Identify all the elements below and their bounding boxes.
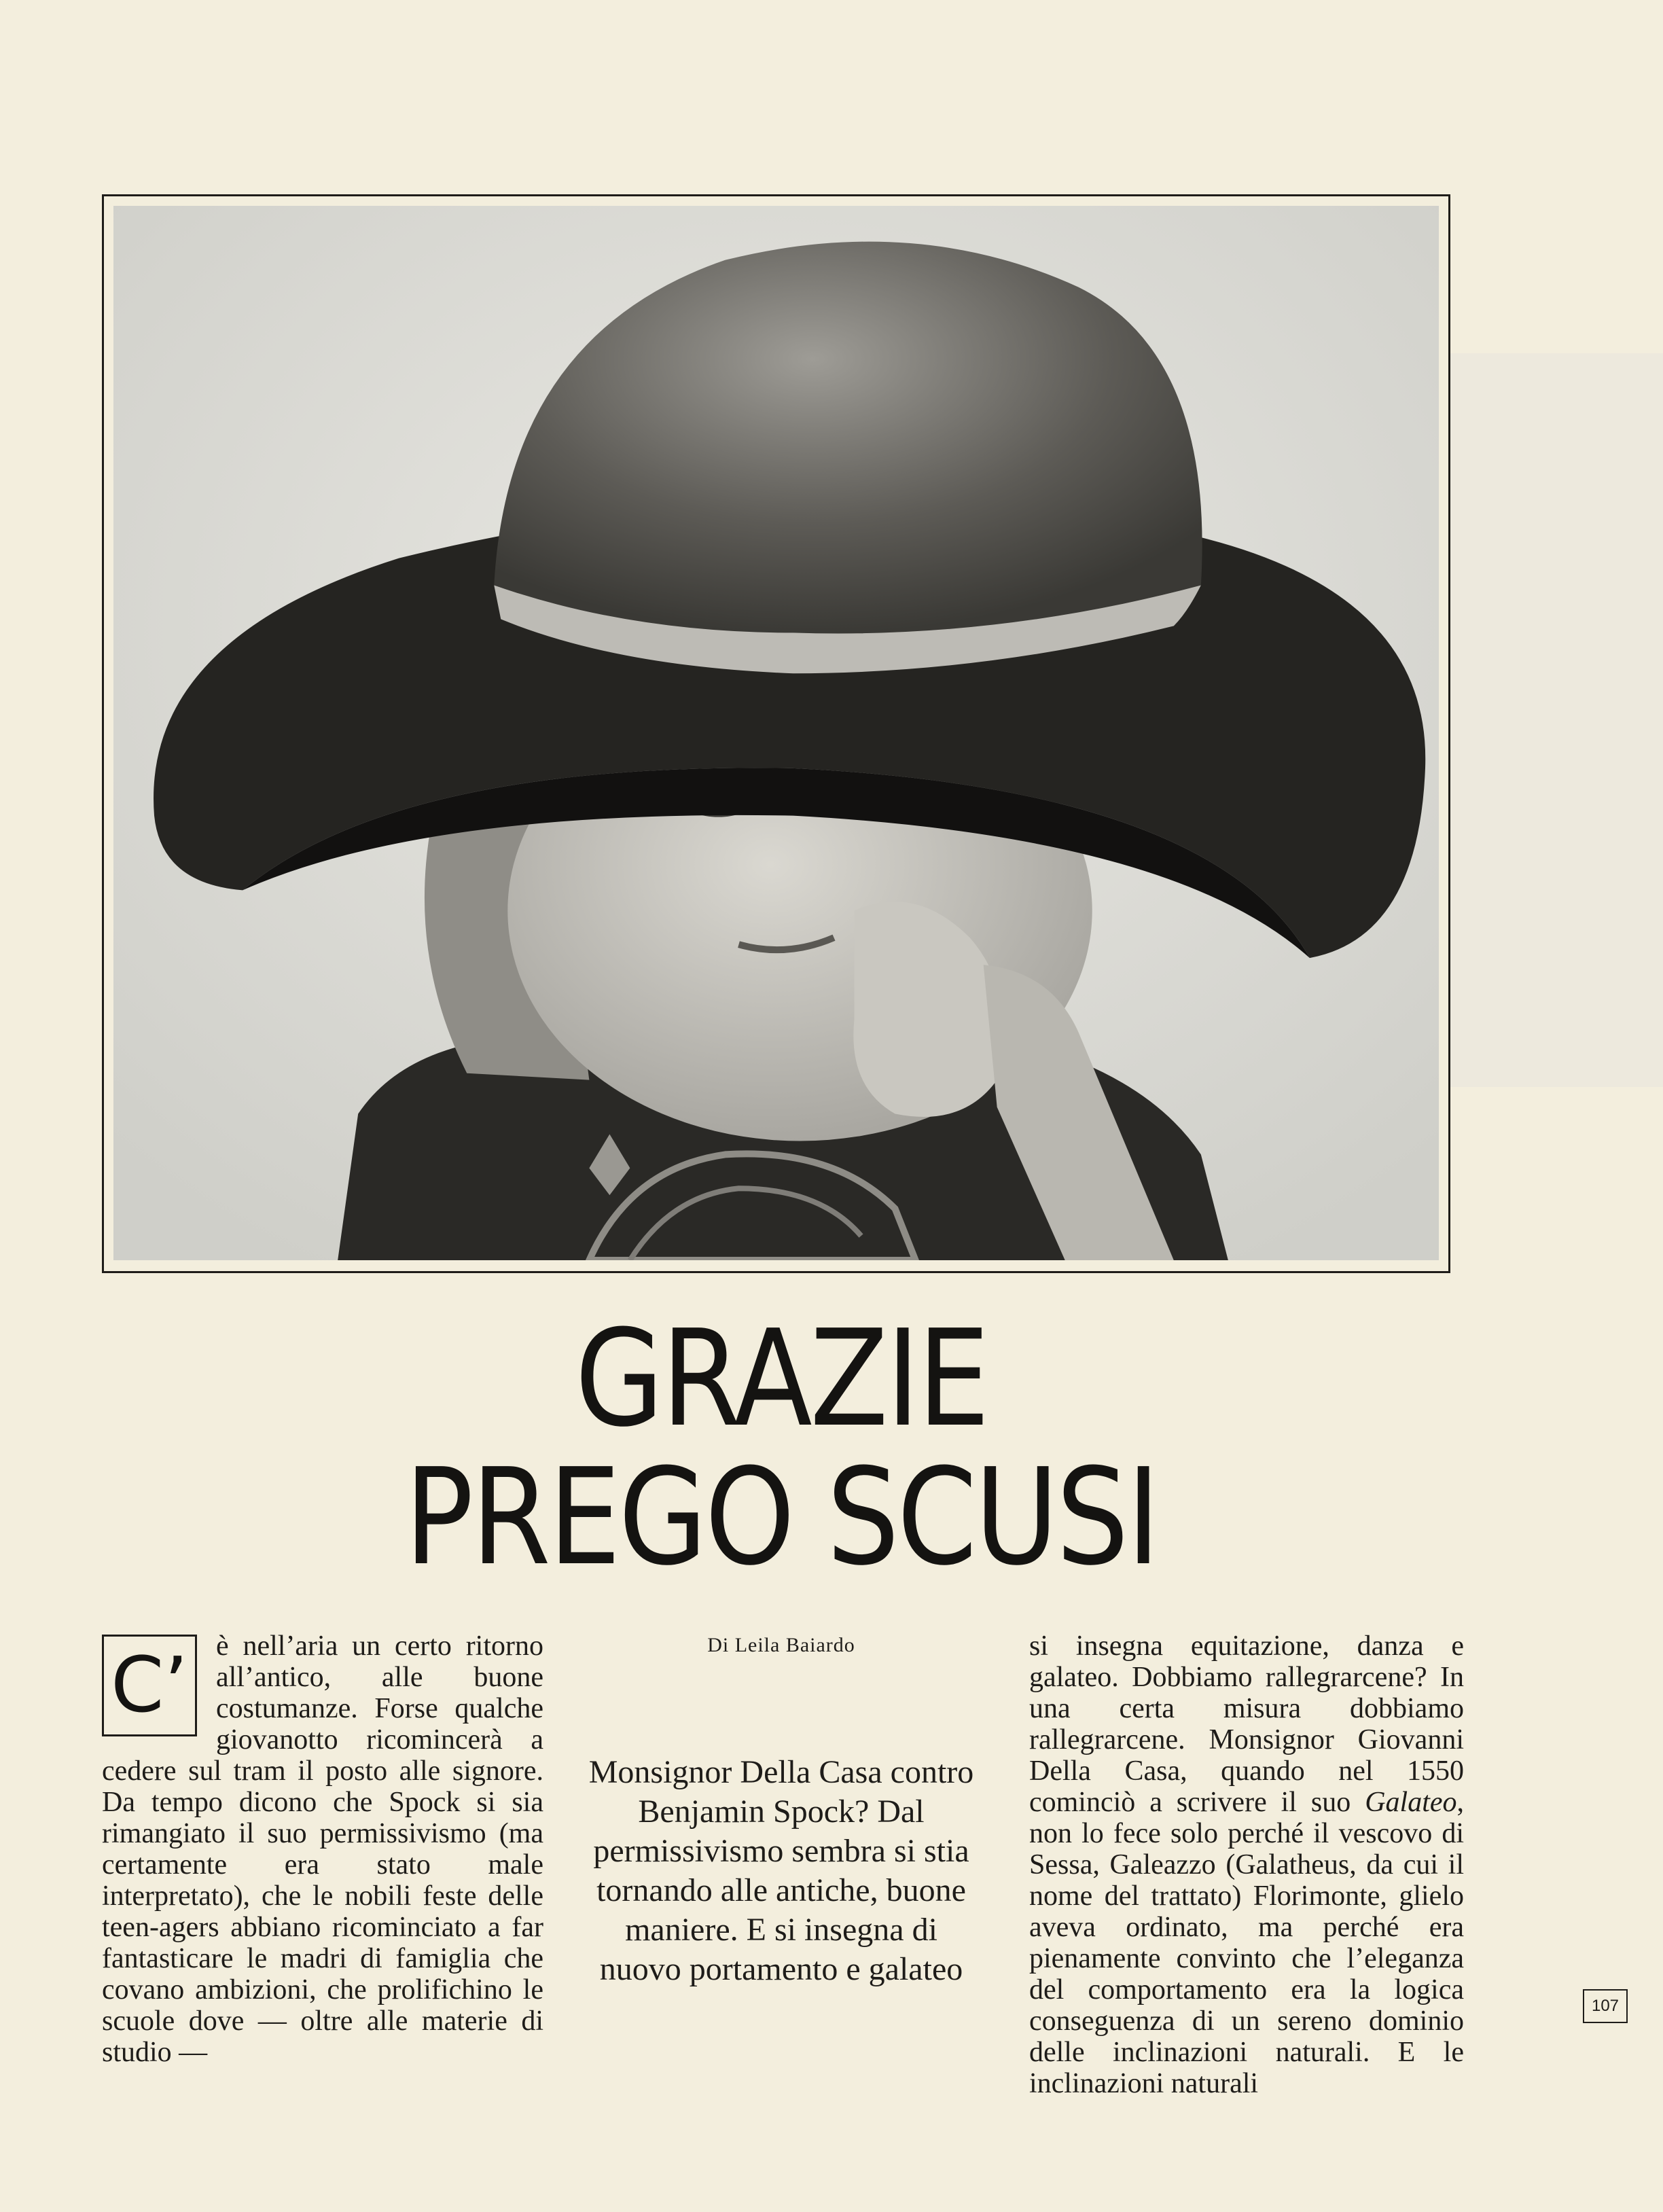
article-column-1	[102, 1630, 543, 2068]
headline-line-1: GRAZIE	[575, 1302, 988, 1457]
column-3-text-a: si insegna equitazione, danza e galateo. Dobbiamo rallegrarcene? In una certa misura dobbiamo rallegrarcene. Monsignor Giovanni Della Casa, quando nel 1550 cominciò a scrivere il suo	[1029, 1630, 1464, 1818]
article-headline	[102, 1302, 1461, 1595]
hero-photo	[102, 194, 1450, 1273]
child-in-wide-brim-hat-photo	[113, 206, 1439, 1260]
byline-author: Leila Baiardo	[734, 1634, 855, 1656]
headline-line-2: PREGO SCUSI	[404, 1440, 1158, 1595]
drop-cap: C’	[102, 1635, 197, 1736]
column-1-text: è nell’aria un certo ritorno all’antico, alle buone costumanze. Forse qualche giovanotto ricomincerà a cedere sul tram il posto alle signore. Da tempo dicono che Spock si sia rimangiato il suo permissivismo (ma certamente era stato male interpretato), che le nobili feste delle teen-agers abbiano ricominciato a far fantasticare le madri di famiglia che covano ambizioni, che prolifichino le scuole dove — oltre alle materie di studio —	[102, 1630, 543, 2068]
column-3-text-b: , non lo fece solo perché il vescovo di Sessa, Galeazzo (Galatheus, da cui il nome del trattato) Florimonte, glielo aveva ordinato, ma perché era pienamente convinto che l’eleganza del comportamento era la logica conseguenza di un sereno dominio delle inclinazioni naturali. E le inclinazioni naturali	[1029, 1787, 1464, 2099]
byline	[591, 1634, 971, 1657]
article-column-3	[1029, 1630, 1464, 2099]
galateo-title: Galateo	[1365, 1787, 1457, 1818]
standfirst: Monsignor Della Casa contro Benjamin Spock? Dal permissivismo sembra si stia tornando alle antiche, buone maniere. E si insegna di nuovo portamento e galateo	[588, 1754, 974, 1987]
byline-prefix: Di	[707, 1634, 730, 1656]
page-number: 107	[1583, 1989, 1628, 2023]
